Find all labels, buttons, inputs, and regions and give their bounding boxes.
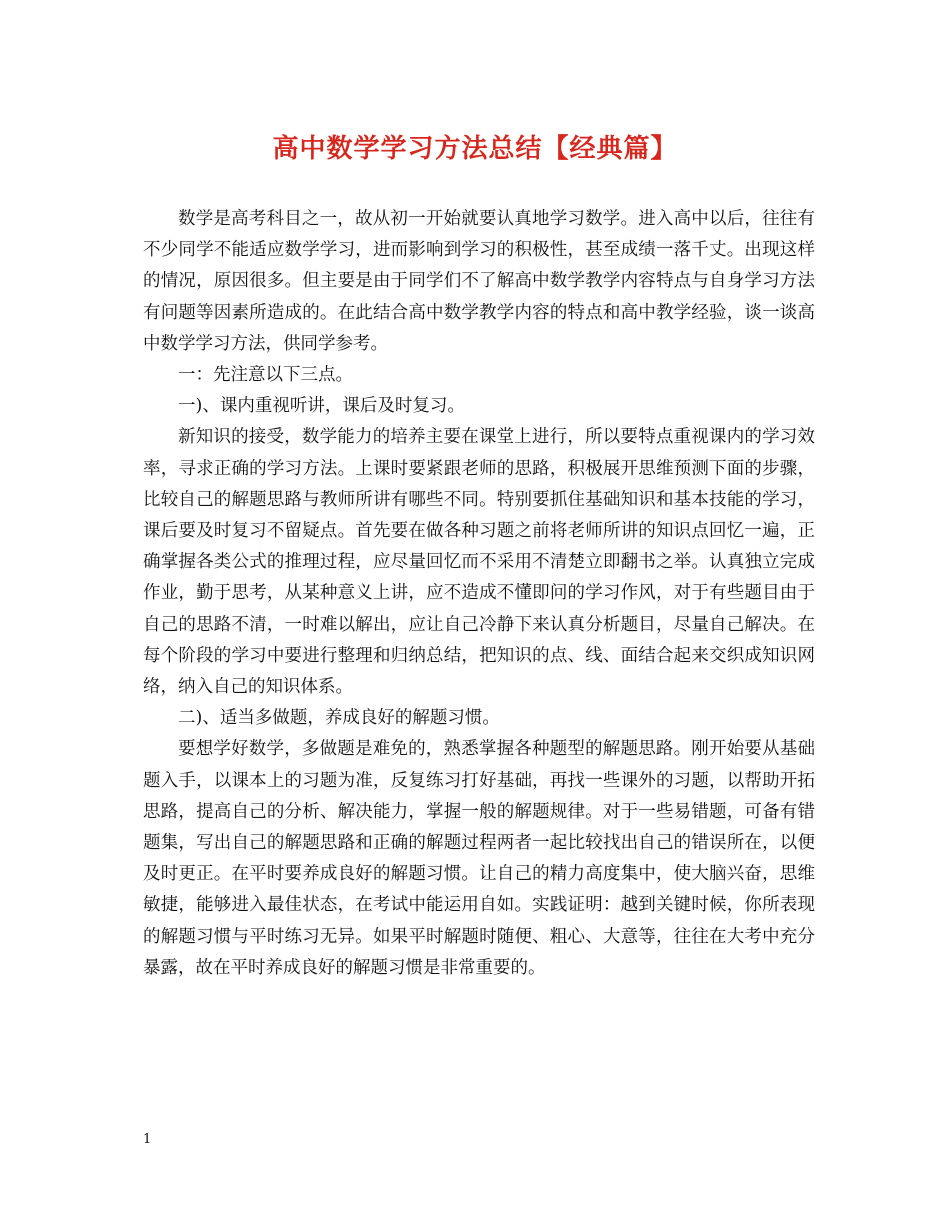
subsection-heading-two: 二)、适当多做题，养成良好的解题习惯。 [178, 708, 500, 729]
document-body [143, 204, 815, 984]
subsection-heading-one: 一)、课内重视听讲，课后及时复习。 [178, 396, 465, 417]
document-title: 高中数学学习方法总结【经典篇】 [272, 134, 678, 164]
section-heading-one: 一：先注意以下三点。 [178, 365, 353, 386]
paragraph-intro: 数学是高考科目之一，故从初一开始就要认真地学习数学。进入高中以后，往往有不少同学不能适应数学学习，进而影响到学习的积极性，甚至成绩一落千丈。出现这样的情况，原因很多。但主要是由于同学们不了解高中数学教学内容特点与自身学习方法有问题等因素所造成的。在此结合高中数学教学内容的特点和高中教学经验，谈一谈高中数学学习方法，供同学参考。 [143, 209, 815, 354]
paragraph-practice-problems: 要想学好数学，多做题是难免的，熟悉掌握各种题型的解题思路。刚开始要从基础题入手，以课本上的习题为准，反复练习打好基础，再找一些课外的习题，以帮助开拓思路，提高自己的分析、解决能力，掌握一般的解题规律。对于一些易错题，可备有错题集，写出自己的解题思路和正确的解题过程两者一起比较找出自己的错误所在，以便及时更正。在平时要养成良好的解题习惯。让自己的精力高度集中，使大脑兴奋，思维敏捷，能够进入最佳状态，在考试中能运用自如。实践证明：越到关键时候，你所表现的解题习惯与平时练习无异。如果平时解题时随便、粗心、大意等，往往在大考中充分暴露，故在平时养成良好的解题习惯是非常重要的。 [143, 739, 815, 978]
paragraph-class-listening: 新知识的接受，数学能力的培养主要在课堂上进行，所以要特点重视课内的学习效率，寻求正确的学习方法。上课时要紧跟老师的思路，积极展开思维预测下面的步骤，比较自己的解题思路与教师所讲有哪些不同。特别要抓住基础知识和基本技能的学习，课后要及时复习不留疑点。首先要在做各种习题之前将老师所讲的知识点回忆一遍，正确掌握各类公式的推理过程，应尽量回忆而不采用不清楚立即翻书之举。认真独立完成作业，勤于思考，从某种意义上讲，应不造成不懂即问的学习作风，对于有些题目由于自己的思路不清，一时难以解出，应让自己冷静下来认真分析题目，尽量自己解决。在每个阶段的学习中要进行整理和归纳总结，把知识的点、线、面结合起来交织成知识网络，纳入自己的知识体系。 [143, 427, 815, 698]
page-number: 1 [143, 1132, 152, 1147]
